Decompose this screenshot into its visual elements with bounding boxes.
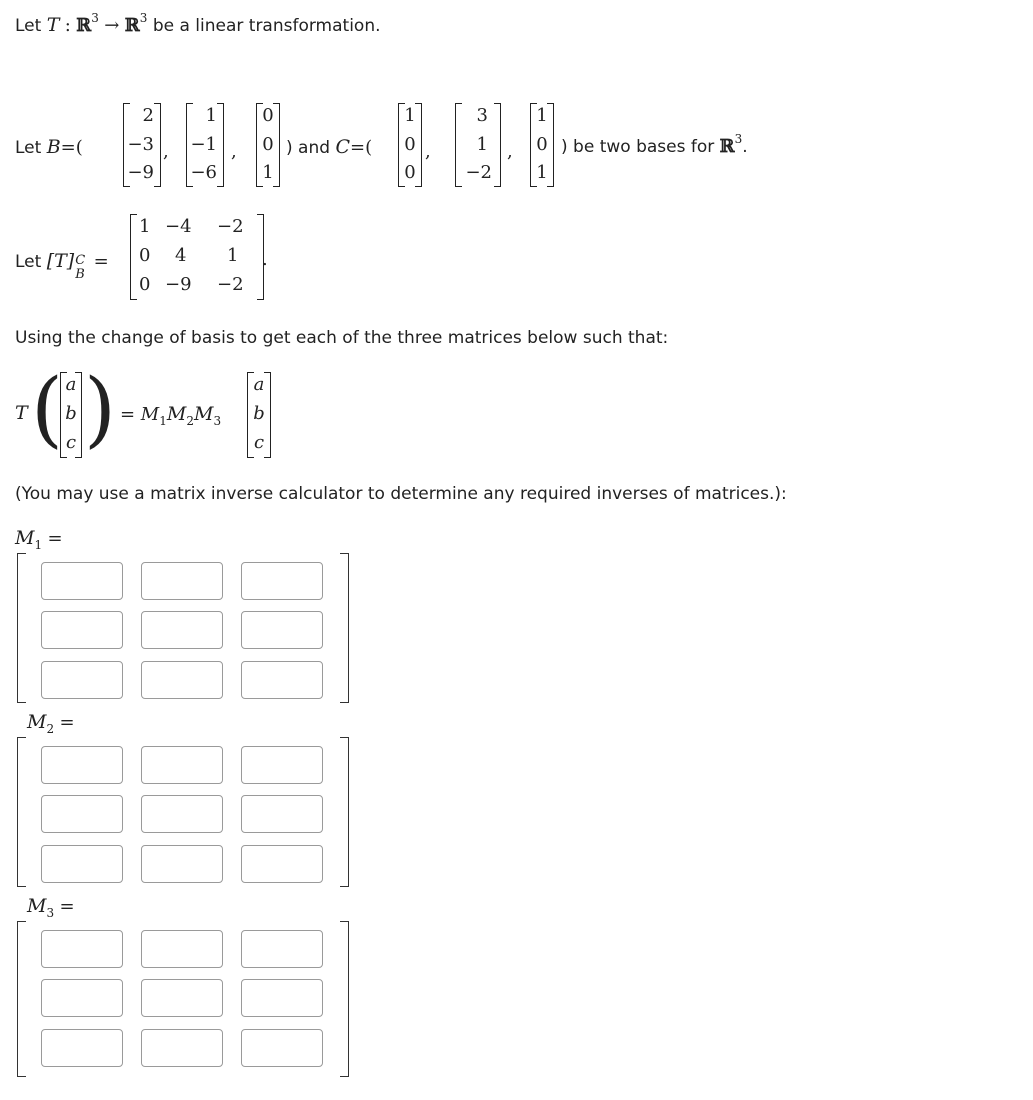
matrix-entry: −1 — [190, 134, 217, 155]
m2-entry-r1c2[interactable] — [141, 746, 223, 784]
matrix-entry: a — [253, 374, 265, 395]
m3-entry-r2c2[interactable] — [141, 979, 223, 1017]
bases-R-exp: 3 — [734, 132, 743, 146]
matrix-T-period: . — [262, 249, 268, 270]
equation-eq-M: = M — [120, 404, 160, 425]
m3-entry-r2c1[interactable] — [41, 979, 123, 1017]
matrix-entry: 1 — [536, 162, 548, 183]
matrix-entry: 3 — [476, 105, 488, 126]
m3-entry-r1c2[interactable] — [141, 930, 223, 968]
matrix-entry: 0 — [139, 245, 151, 266]
m2-entry-r3c2[interactable] — [141, 845, 223, 883]
matrix-T-label: [T] — [46, 250, 75, 272]
intro-arrow: → — [104, 15, 120, 36]
m1-entry-r3c1[interactable] — [41, 661, 123, 699]
equation-M1-sub: 1 — [159, 414, 167, 428]
matrix-entry: 0 — [139, 274, 151, 295]
intro-colon: : — [64, 15, 71, 36]
basis-B-eq-open: =( — [60, 137, 83, 158]
matrix-entry: b — [65, 403, 77, 424]
m1-entry-r3c3[interactable] — [241, 661, 323, 699]
intro-exp-domain: 3 — [91, 11, 99, 25]
equation-M3-sub: 3 — [213, 414, 222, 428]
answer-label-sub: 1 — [34, 538, 43, 552]
matrix-T — [130, 214, 264, 300]
basis-B-vector-2 — [186, 103, 224, 187]
basis-B-vector-3 — [256, 103, 280, 187]
equation-M2-sub: 2 — [186, 414, 194, 428]
matrix-entry: 1 — [262, 162, 274, 183]
matrix-entry: 2 — [142, 105, 154, 126]
basis-C-comma: , — [507, 141, 513, 162]
matrix-T-lead — [15, 250, 109, 282]
m2-entry-r2c2[interactable] — [141, 795, 223, 833]
answer-label-m2 — [27, 711, 75, 736]
bases-let: Let — [15, 138, 42, 158]
matrix-entry: 1 — [227, 245, 239, 266]
equation-T: T — [15, 402, 28, 424]
matrix-entry: 0 — [262, 105, 274, 126]
intro-R-codomain: ℝ — [124, 15, 140, 36]
matrix-T-equals: = — [93, 251, 109, 272]
matrix-entry: 1 — [404, 105, 416, 126]
intro-line — [15, 11, 381, 36]
matrix-entry: c — [65, 432, 77, 453]
matrix-entry: −9 — [127, 162, 154, 183]
answer-label-m3 — [27, 895, 75, 920]
m3-entry-r3c1[interactable] — [41, 1029, 123, 1067]
bases-tail-text: ) be two bases for — [561, 137, 715, 157]
bases-lead — [15, 136, 83, 158]
bases-and — [286, 136, 372, 158]
m3-entry-r1c1[interactable] — [41, 930, 123, 968]
answer-label-M: M — [15, 527, 35, 549]
matrix-entry: 0 — [404, 162, 416, 183]
answer-label-equals: = — [47, 528, 63, 549]
matrix-entry: c — [253, 432, 265, 453]
answer-label-equals: = — [59, 896, 75, 917]
m3-entry-r3c2[interactable] — [141, 1029, 223, 1067]
basis-B-comma: , — [163, 141, 169, 162]
intro-R-domain: ℝ — [76, 15, 92, 36]
basis-C-comma: , — [425, 141, 431, 162]
matrix-T-subscript: B — [75, 267, 85, 282]
matrix-entry: −4 — [165, 216, 192, 237]
m3-entry-r3c3[interactable] — [241, 1029, 323, 1067]
basis-C-eq-open: =( — [349, 137, 373, 158]
equation-close-paren: ) — [84, 362, 116, 457]
bases-and-text: ) and — [286, 138, 331, 158]
answer-label-m1 — [15, 527, 63, 552]
matrix-entry: −6 — [190, 162, 217, 183]
matrix-entry: 1 — [205, 105, 217, 126]
matrix-entry: 0 — [404, 134, 416, 155]
m1-entry-r2c3[interactable] — [241, 611, 323, 649]
answer-label-equals: = — [59, 712, 75, 733]
m1-entry-r1c1[interactable] — [41, 562, 123, 600]
m2-entry-r3c3[interactable] — [241, 845, 323, 883]
basis-B-symbol: B — [46, 136, 61, 158]
matrix-entry: 1 — [536, 105, 548, 126]
basis-B-comma: , — [231, 141, 237, 162]
matrix-entry: −2 — [217, 274, 244, 295]
matrix-entry: −9 — [165, 274, 192, 295]
intro-T: T — [46, 14, 60, 36]
m2-entry-r2c3[interactable] — [241, 795, 323, 833]
basis-C-vector-1 — [398, 103, 422, 187]
m3-entry-r2c3[interactable] — [241, 979, 323, 1017]
basis-B-vector-1 — [123, 103, 161, 187]
basis-C-vector-3 — [530, 103, 554, 187]
m2-entry-r2c1[interactable] — [41, 795, 123, 833]
equation-vector-lhs — [60, 372, 82, 458]
matrix-entry: −2 — [217, 216, 244, 237]
equation-M2: M — [166, 403, 187, 425]
equation-open-paren: ( — [31, 362, 63, 457]
matrix-entry: 1 — [476, 134, 488, 155]
equation-vector-rhs — [247, 372, 271, 458]
intro-exp-codomain: 3 — [139, 11, 148, 25]
matrix-entry: −2 — [465, 162, 492, 183]
m3-entry-r1c3[interactable] — [241, 930, 323, 968]
bases-R: ℝ — [719, 136, 735, 157]
basis-C-vector-2 — [455, 103, 501, 187]
matrix-entry: 0 — [536, 134, 548, 155]
bases-period: . — [742, 137, 748, 157]
intro-let: Let — [15, 16, 42, 36]
intro-rest: be a linear transformation. — [152, 16, 381, 36]
equation-rhs — [120, 403, 222, 428]
instruction-text: Using the change of basis to get each of the three matrices below such that: — [15, 328, 669, 348]
m1-entry-r2c2[interactable] — [141, 611, 223, 649]
matrix-entry: −3 — [127, 134, 154, 155]
answer-label-M: M — [27, 711, 47, 733]
m2-entry-r3c1[interactable] — [41, 845, 123, 883]
matrix-entry: 0 — [262, 134, 274, 155]
inverse-note: (You may use a matrix inverse calculator to determine any required inverses of matrices.): — [15, 484, 787, 504]
equation-M3: M — [193, 403, 214, 425]
matrix-T-superscript: C — [75, 253, 86, 268]
m1-entry-r3c2[interactable] — [141, 661, 223, 699]
m2-entry-r1c1[interactable] — [41, 746, 123, 784]
basis-C-symbol: C — [335, 136, 350, 158]
matrix-entry: a — [65, 374, 77, 395]
m1-entry-r1c2[interactable] — [141, 562, 223, 600]
matrix-entry: 1 — [139, 216, 151, 237]
answer-label-sub: 2 — [46, 722, 55, 736]
m1-entry-r2c1[interactable] — [41, 611, 123, 649]
m2-entry-r1c3[interactable] — [241, 746, 323, 784]
matrix-T-let: Let — [15, 252, 42, 272]
matrix-entry: 4 — [175, 245, 187, 266]
matrix-entry: b — [253, 403, 265, 424]
answer-label-M: M — [27, 895, 47, 917]
answer-label-sub: 3 — [46, 906, 55, 920]
m1-entry-r1c3[interactable] — [241, 562, 323, 600]
bases-tail — [561, 132, 748, 157]
